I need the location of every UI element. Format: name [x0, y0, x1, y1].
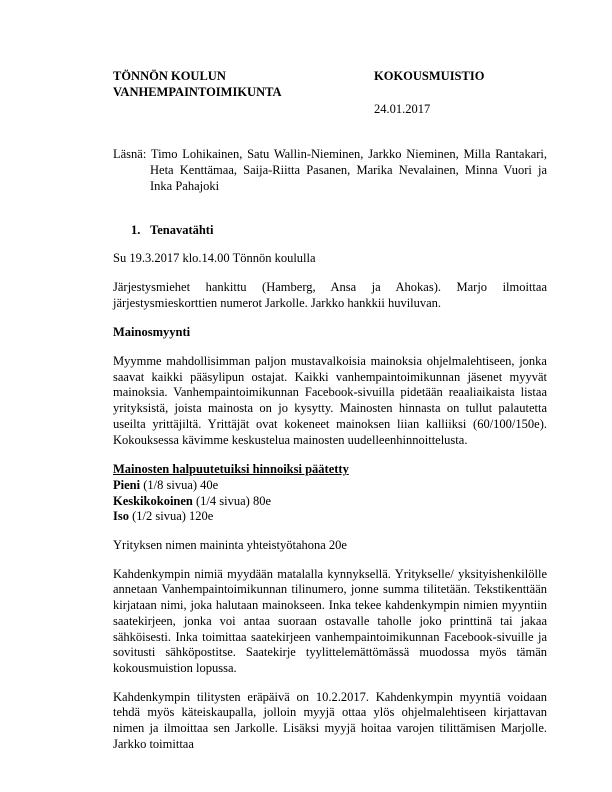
section-2-heading: Mainosmyynti — [113, 325, 191, 340]
document-header — [113, 69, 547, 116]
meeting-time-line: Su 19.3.2017 klo.14.00 Tönnön koululla — [113, 251, 316, 266]
settlement-deadline-paragraph: Kahdenkympin tilitysten eräpäivä on 10.2.2017. Kahdenkympin myyntiä voidaan tehdä myös käteiskaupalla, jolloin myyjä ottaa ylös ohjelmalehtiseen kirjattavan nimen ja ilmoittaa sen Jarkolle. Lisäksi myyjä hoitaa varojen tilittämisen Marjolle. Jarkko toimittaa — [113, 689, 547, 751]
attendees-label: Läsnä: — [113, 147, 147, 162]
document-date: 24.01.2017 — [374, 102, 431, 116]
document-type-label: KOKOUSMUISTIO — [374, 69, 485, 83]
price-item-medium-detail: (1/4 sivua) 80e — [192, 493, 271, 508]
twenty-euro-names-paragraph: Kahdenkympin nimiä myydään matalalla kynnyksellä. Yritykselle/ yksityishenkilölle annetaan Vanhempaintoimikunnan tilinumero, jonne summa tilitetään. Tekstikenttään kirjataan nimi, joka halutaan mainokseen. Inka tekee kahdenkympin nimien myyntiin saatekirjeen, jonka voi antaa suoraan ostavalle taholle joko printtinä tai jakaa sähköisesti. Inka toimittaa saatekirjeen vanhempaintoimikunnan Facebook-sivuille ja sovitusti sähköpostitse. Saatekirje tyylittelemättömässä muodossa myös tämän kokousmuistion lopussa. — [113, 566, 547, 675]
document-content — [113, 69, 547, 753]
price-item-small-name: Pieni — [113, 477, 141, 492]
ad-sales-paragraph: Myymme mahdollisimman paljon mustavalkoisia mainoksia ohjelmalehtiseen, jonka saavat kaikki pääsylipun ostajat. Kaikki vanhempaintoimikunnan jäsenet myyvät mainoksia. Vanhempaintoimikunnan Facebook-sivuilla pidetään reaaliaikaista listaa yrityksistä, joista mainosta on jo kysytty. Mainosten hinnasta on tullut palautetta useilta yrittäjiltä. Yrittäjät ovat kokeneet mainoksen liian kalliiksi (60/100/150e). Kokouksessa kävimme keskustelua mainosten uudelleenhinnoittelusta. — [113, 354, 547, 447]
attendees-names: Timo Lohikainen, Satu Wallin-Nieminen, Jarkko Nieminen, Milla Rantakari, Heta Kenttämaa, Saija-Riitta Pasanen, Marika Nevalainen, Minna Vuori ja Inka Pahajoki — [150, 147, 548, 193]
price-item-small-detail: (1/8 sivua) 40e — [140, 477, 219, 492]
price-item-medium — [113, 494, 547, 510]
attendees-line — [113, 147, 547, 194]
org-name-line1: TÖNNÖN KOULUN — [113, 69, 226, 83]
security-staff-paragraph: Järjestysmiehet hankittu (Hamberg, Ansa ja Ahokas). Marjo ilmoittaa järjestysmieskorttien numerot Jarkolle. Jarkko hankkii huviluvan. — [113, 279, 547, 310]
org-name-line2: VANHEMPAINTOIMIKUNTA — [113, 84, 282, 99]
section-1-title: Tenavatähti — [150, 222, 214, 237]
price-item-medium-name: Keskikokoinen — [113, 493, 193, 508]
price-item-small — [113, 478, 547, 494]
price-item-large-detail: (1/2 sivua) 120e — [128, 509, 214, 524]
price-item-large-name: Iso — [113, 509, 129, 524]
pricing-heading: Mainosten halpuutetuiksi hinnoiksi päätetty — [113, 462, 349, 477]
name-mention-line: Yrityksen nimen maininta yhteistyötahona 20e — [113, 538, 347, 553]
price-item-large — [113, 509, 547, 525]
section-1-heading — [113, 223, 547, 239]
section-1-number: 1. — [131, 222, 141, 237]
